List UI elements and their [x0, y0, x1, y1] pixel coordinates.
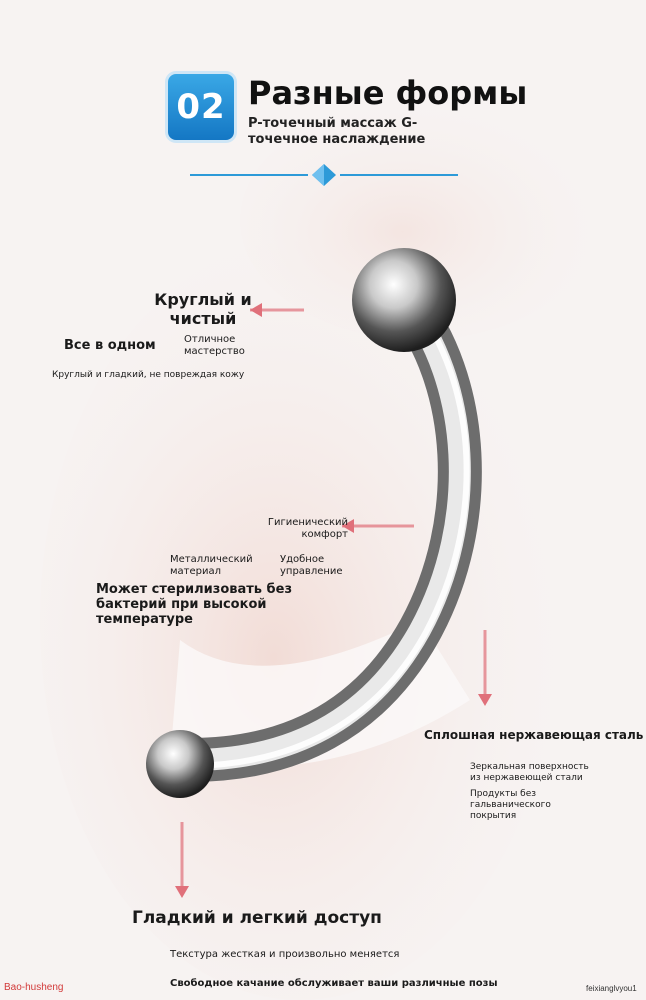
divider-line-left: [190, 174, 308, 176]
callout-no-galvanic: Продукты без гальванического покрытия: [470, 789, 551, 821]
watermark-left: Bao-husheng: [4, 982, 64, 993]
callout-solid-steel: Сплошная нержавеющая сталь: [424, 728, 644, 742]
callout-free-swing: Свободное качание обслуживает ваши различные позы: [170, 978, 498, 989]
callout-convenient-control: Удобное управление: [280, 554, 343, 577]
callout-metal-material: Металлический материал: [170, 554, 253, 577]
callout-texture: Текстура жесткая и произвольно меняется: [170, 949, 400, 960]
watermark-right: feixianglvyou1: [586, 984, 637, 993]
page-subtitle: P-точечный массаж G-точечное наслаждение: [248, 116, 426, 147]
small-ball: [146, 730, 214, 798]
callout-hygienic-comfort: Гигиенический комфорт: [267, 517, 348, 540]
callout-round-clean: Круглый и чистый: [154, 290, 252, 328]
callout-mirror-surface: Зеркальная поверхность из нержавеющей стали: [470, 762, 589, 783]
divider-line-right: [340, 174, 458, 176]
callout-smooth-access: Гладкий и легкий доступ: [132, 908, 382, 928]
callout-round-smooth-desc: Круглый и гладкий, не повреждая кожу: [52, 370, 245, 380]
callout-all-in-one: Все в одном: [64, 338, 156, 353]
callout-sterilize: Может стерилизовать без бактерий при высокой температуре: [96, 582, 292, 627]
large-ball: [352, 248, 456, 352]
callout-excellent-craft: Отличное мастерство: [184, 334, 245, 357]
section-number-badge: 02: [168, 74, 234, 140]
page-title: Разные формы: [248, 74, 528, 112]
